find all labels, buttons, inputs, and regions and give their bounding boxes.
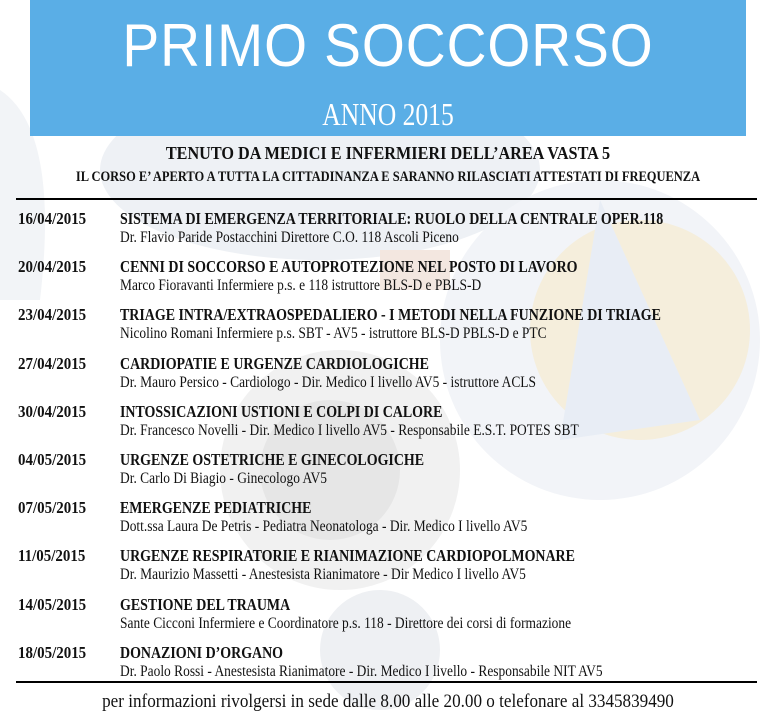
bottom-divider xyxy=(16,681,757,683)
event-date: 04/05/2015 xyxy=(18,449,87,469)
contact-info: per informazioni rivolgersi in sede dalle 8.00 alle 20.00 o telefonare al 3345839490 xyxy=(102,691,674,712)
event-item xyxy=(18,257,768,305)
event-item xyxy=(18,595,768,643)
event-item xyxy=(18,546,768,594)
event-date: 11/05/2015 xyxy=(18,546,86,566)
top-divider xyxy=(16,198,757,200)
event-speaker: Dr. Francesco Novelli - Dir. Medico I livello AV5 - Responsabile E.S.T. POTES SBT xyxy=(120,421,579,439)
year-label: ANNO 2015 xyxy=(322,96,454,132)
event-date: 18/05/2015 xyxy=(18,642,87,662)
event-item xyxy=(18,305,768,353)
subtitle: TENUTO DA MEDICI E INFERMIERI DELL’AREA VASTA 5 xyxy=(165,143,611,163)
event-date: 14/05/2015 xyxy=(18,594,87,614)
event-speaker: Dr. Maurizio Massetti - Anestesista Rianimatore - Dir Medico I livello AV5 xyxy=(120,566,526,584)
event-title: URGENZE OSTETRICHE E GINECOLOGICHE xyxy=(120,449,425,469)
notice: IL CORSO E’ APERTO A TUTTA LA CITTADINANZA E SARANNO RILASCIATI ATTESTATI DI FREQUENZA xyxy=(75,169,701,185)
event-date: 07/05/2015 xyxy=(18,498,87,518)
event-item xyxy=(18,643,768,691)
event-title: TRIAGE INTRA/EXTRAOSPEDALIERO - I METODI NELLA FUNZIONE DI TRIAGE xyxy=(120,305,661,325)
event-title: INTOSSICAZIONI USTIONI E COLPI DI CALORE xyxy=(120,401,443,421)
event-date: 30/04/2015 xyxy=(18,401,87,421)
event-title: EMERGENZE PEDIATRICHE xyxy=(120,498,312,518)
event-speaker: Dr. Carlo Di Biagio - Ginecologo AV5 xyxy=(120,469,327,487)
event-date: 16/04/2015 xyxy=(18,209,87,228)
event-title: CENNI DI SOCCORSO E AUTOPROTEZIONE NEL POSTO DI LAVORO xyxy=(120,257,578,277)
event-date: 23/04/2015 xyxy=(18,305,87,325)
event-date: 27/04/2015 xyxy=(18,353,87,373)
event-speaker: Marco Fioravanti Infermiere p.s. e 118 istruttore BLS-D e PBLS-D xyxy=(120,277,482,295)
event-speaker: Dr. Paolo Rossi - Anestesista Rianimatore - Dir. Medico I livello - Responsabile NIT AV5 xyxy=(120,662,603,680)
event-item xyxy=(18,498,768,546)
event-item xyxy=(18,402,768,450)
event-list xyxy=(18,209,768,691)
event-title: GESTIONE DEL TRAUMA xyxy=(120,594,291,614)
event-speaker: Nicolino Romani Infermiere p.s. SBT - AV5 - istruttore BLS-D PBLS-D e PTC xyxy=(120,325,547,343)
event-item xyxy=(18,450,768,498)
event-title: SISTEMA DI EMERGENZA TERRITORIALE: RUOLO DELLA CENTRALE OPER.118 xyxy=(120,209,664,228)
page-title: PRIMO SOCCORSO xyxy=(122,12,654,79)
event-item xyxy=(18,209,768,257)
event-speaker: Dott.ssa Laura De Petris - Pediatra Neonatologa - Dir. Medico I livello AV5 xyxy=(120,518,528,536)
event-item xyxy=(18,354,768,402)
event-title: URGENZE RESPIRATORIE E RIANIMAZIONE CARDIOPOLMONARE xyxy=(120,546,575,566)
event-speaker: Sante Cicconi Infermiere e Coordinatore p.s. 118 - Direttore dei corsi di formazione xyxy=(120,614,572,632)
event-title: DONAZIONI D’ORGANO xyxy=(120,642,284,662)
event-speaker: Dr. Flavio Paride Postacchini Direttore C.O. 118 Ascoli Piceno xyxy=(120,229,459,246)
event-speaker: Dr. Mauro Persico - Cardiologo - Dir. Medico I livello AV5 - istruttore ACLS xyxy=(120,373,536,391)
event-date: 20/04/2015 xyxy=(18,257,87,277)
event-title: CARDIOPATIE E URGENZE CARDIOLOGICHE xyxy=(120,353,429,373)
